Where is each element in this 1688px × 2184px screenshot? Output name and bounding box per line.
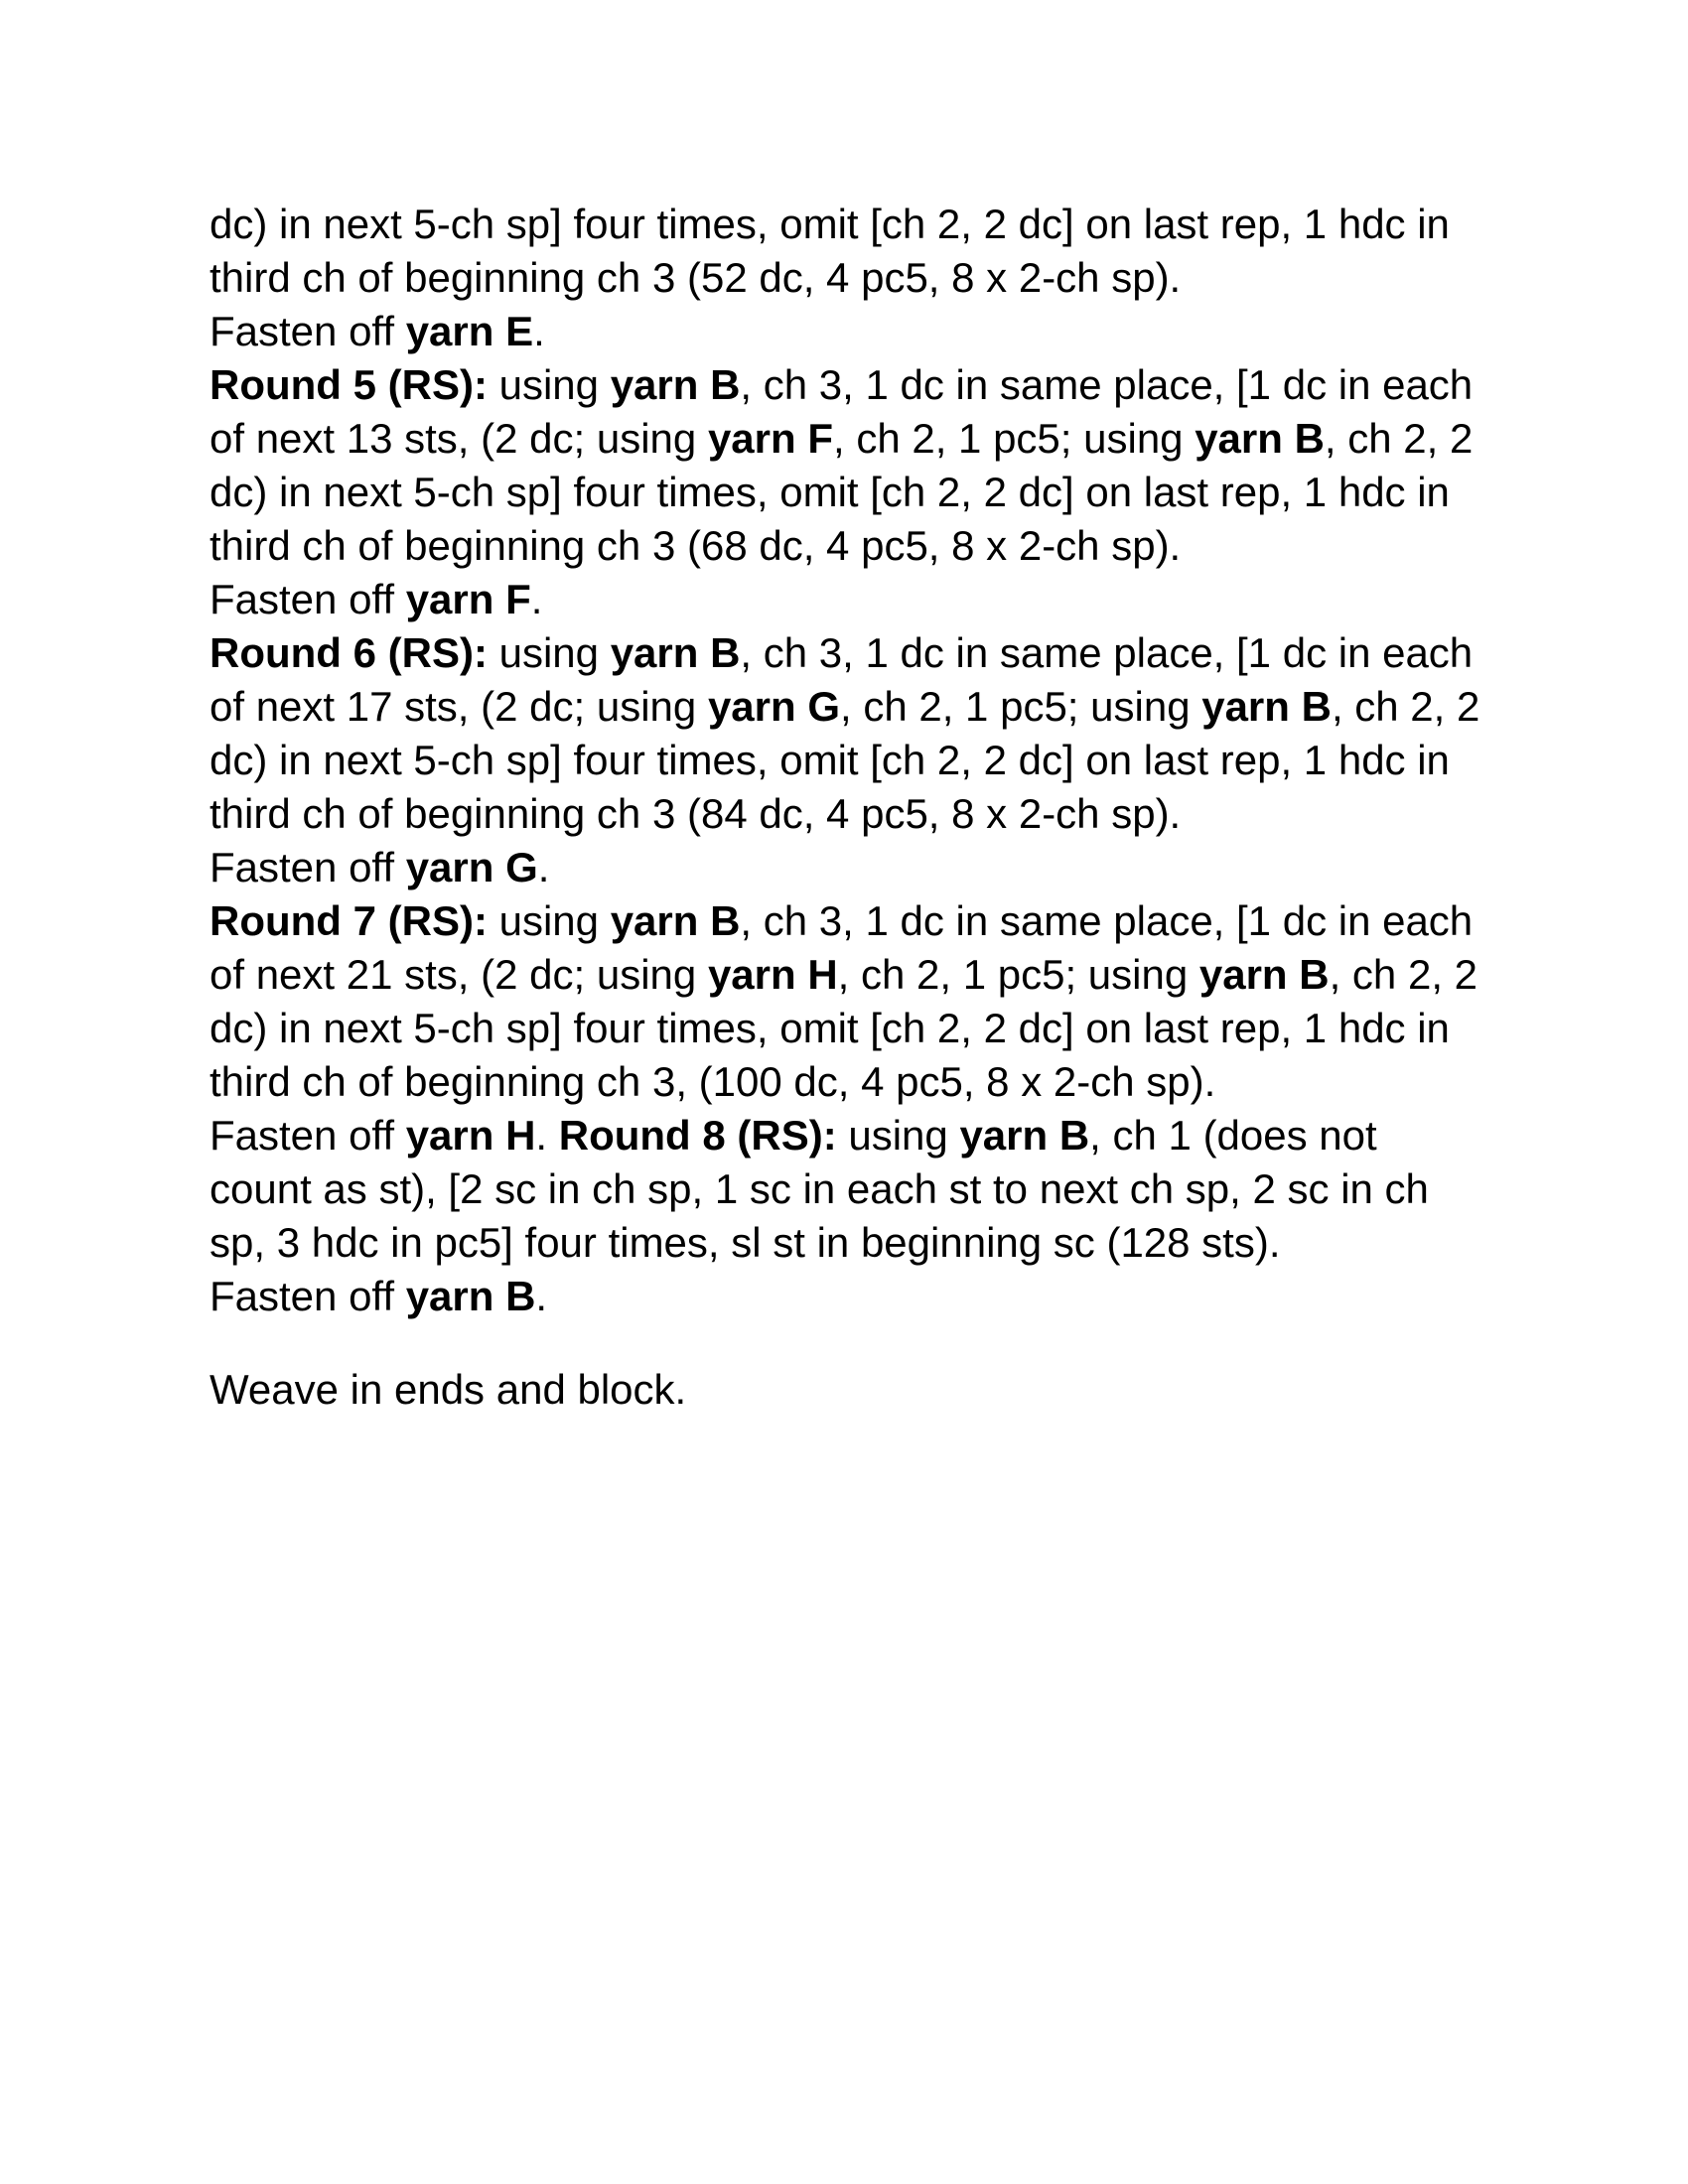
text-run: , ch 3, 1 dc in same place, [1 dc in each [740, 897, 1474, 944]
text-run: . [530, 576, 543, 622]
text-run: third ch of beginning ch 3 (52 dc, 4 pc5, 8 x 2-ch sp). [210, 254, 1182, 301]
bold-text: yarn H [707, 951, 838, 998]
text-run: using [836, 1112, 960, 1159]
bold-text: yarn B [610, 897, 741, 944]
text-line [210, 466, 1530, 519]
text-line [210, 1002, 1530, 1055]
bold-text: yarn F [707, 415, 833, 462]
text-run: , ch 3, 1 dc in same place, [1 dc in each [740, 361, 1474, 408]
text-line [210, 198, 1530, 251]
text-run: using [487, 629, 611, 676]
text-run: of next 17 sts, (2 dc; using [210, 683, 708, 730]
text-run: , ch 2, 2 [1331, 683, 1480, 730]
text-run: . [535, 1112, 559, 1159]
bold-text: yarn B [610, 361, 741, 408]
text-run: count as st), [2 sc in ch sp, 1 sc in each st to next ch sp, 2 sc in ch [210, 1165, 1429, 1212]
text-run: of next 21 sts, (2 dc; using [210, 951, 708, 998]
bold-text: yarn B [959, 1112, 1090, 1159]
text-run: , ch 2, 1 pc5; using [837, 951, 1199, 998]
bold-text: yarn G [405, 844, 538, 890]
text-run: , ch 2, 1 pc5; using [840, 683, 1202, 730]
text-run: third ch of beginning ch 3 (68 dc, 4 pc5, 8 x 2-ch sp). [210, 522, 1182, 569]
bold-text: yarn B [1201, 683, 1332, 730]
text-line [210, 573, 1530, 626]
bold-text: Round 6 (RS): [210, 629, 488, 676]
bold-text: yarn B [610, 629, 741, 676]
text-run: third ch of beginning ch 3 (84 dc, 4 pc5, 8 x 2-ch sp). [210, 790, 1182, 837]
bold-text: yarn E [405, 308, 534, 354]
text-line [210, 1216, 1530, 1270]
text-run: Fasten off [210, 308, 406, 354]
bold-text: yarn F [405, 576, 531, 622]
bold-text: yarn H [405, 1112, 536, 1159]
text-line [210, 519, 1530, 573]
text-line [210, 734, 1530, 787]
bold-text: Round 7 (RS): [210, 897, 488, 944]
paragraph-gap [210, 1323, 1530, 1363]
text-run: , ch 2, 2 [1324, 415, 1474, 462]
bold-text: Round 8 (RS): [558, 1112, 837, 1159]
bold-text: Round 5 (RS): [210, 361, 488, 408]
text-run: , ch 2, 2 [1329, 951, 1478, 998]
text-run: dc) in next 5-ch sp] four times, omit [ch 2, 2 dc] on last rep, 1 hdc in [210, 1005, 1450, 1051]
text-line [210, 841, 1530, 894]
bold-text: yarn B [405, 1273, 536, 1319]
text-line [210, 1162, 1530, 1216]
text-run: Fasten off [210, 1112, 406, 1159]
bold-text: yarn B [1198, 951, 1330, 998]
text-run: of next 13 sts, (2 dc; using [210, 415, 708, 462]
text-run: , ch 2, 1 pc5; using [832, 415, 1196, 462]
text-line [210, 1055, 1530, 1109]
text-line [210, 358, 1530, 412]
text-run: dc) in next 5-ch sp] four times, omit [ch 2, 2 dc] on last rep, 1 hdc in [210, 737, 1450, 783]
text-run: third ch of beginning ch 3, (100 dc, 4 pc5, 8 x 2-ch sp). [210, 1058, 1216, 1105]
text-line [210, 1363, 1530, 1417]
text-run: Fasten off [210, 1273, 406, 1319]
text-run: . [537, 844, 550, 890]
text-line [210, 305, 1530, 358]
text-run: dc) in next 5-ch sp] four times, omit [ch 2, 2 dc] on last rep, 1 hdc in [210, 469, 1450, 515]
text-line [210, 1109, 1530, 1162]
text-line [210, 1270, 1530, 1323]
text-line [210, 787, 1530, 841]
text-run: , ch 1 (does not [1089, 1112, 1377, 1159]
text-run: Fasten off [210, 844, 406, 890]
bold-text: yarn G [707, 683, 840, 730]
text-line [210, 626, 1530, 680]
text-line [210, 680, 1530, 734]
text-run: dc) in next 5-ch sp] four times, omit [ch 2, 2 dc] on last rep, 1 hdc in [210, 201, 1450, 247]
text-run: using [487, 361, 611, 408]
text-line [210, 251, 1530, 305]
document-body [210, 198, 1530, 1417]
text-run: . [533, 308, 545, 354]
text-run: . [535, 1273, 548, 1319]
text-line [210, 894, 1530, 948]
text-run: sp, 3 hdc in pc5] four times, sl st in beginning sc (128 sts). [210, 1219, 1281, 1266]
bold-text: yarn B [1195, 415, 1325, 462]
text-run: Weave in ends and block. [210, 1366, 687, 1413]
text-line [210, 948, 1530, 1002]
text-run: using [487, 897, 611, 944]
text-run: Fasten off [210, 576, 406, 622]
text-run: , ch 3, 1 dc in same place, [1 dc in each [740, 629, 1474, 676]
text-line [210, 412, 1530, 466]
